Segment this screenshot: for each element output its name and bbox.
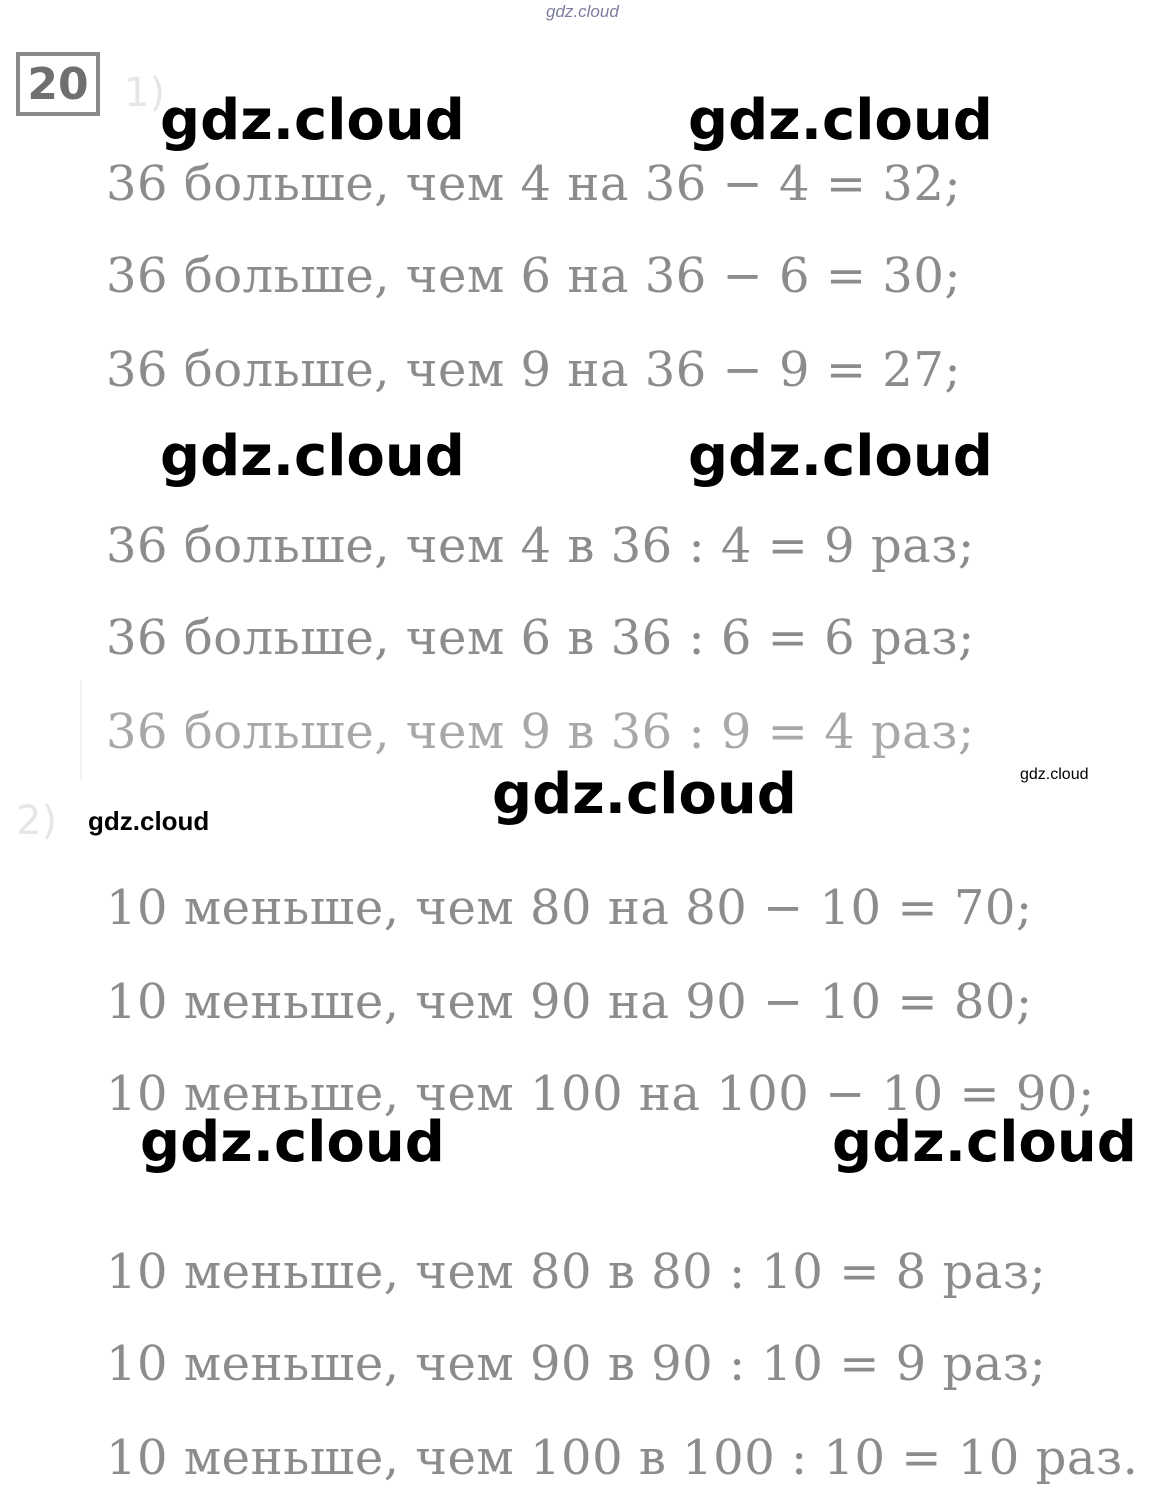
equation-line: 36 больше, чем 9 на 36 − 9 = 27; xyxy=(106,342,962,398)
equation-line: 10 меньше, чем 90 на 90 − 10 = 80; xyxy=(106,974,1033,1030)
watermark: gdz.cloud xyxy=(140,1110,445,1175)
equation-line: 36 больше, чем 6 на 36 − 6 = 30; xyxy=(106,248,962,304)
part-2-label: 2) xyxy=(16,798,58,844)
task-number-box xyxy=(16,52,100,116)
equation-line: 10 меньше, чем 100 на 100 − 10 = 90; xyxy=(106,1066,1095,1122)
equation-line: 36 больше, чем 6 в 36 : 6 = 6 раз; xyxy=(106,610,975,666)
equation-line: 10 меньше, чем 80 в 80 : 10 = 8 раз; xyxy=(106,1244,1047,1300)
watermark: gdz.cloud xyxy=(832,1110,1137,1175)
equation-line: 36 больше, чем 9 в 36 : 9 = 4 раз; xyxy=(106,704,975,760)
watermark: gdz.cloud xyxy=(88,806,210,836)
equation-line: 10 меньше, чем 100 в 100 : 10 = 10 раз. xyxy=(106,1430,1139,1486)
top-watermark: gdz.cloud xyxy=(546,2,619,21)
watermark: gdz.cloud xyxy=(688,88,993,153)
watermark: gdz.cloud xyxy=(688,424,993,489)
part-1-label: 1) xyxy=(124,70,166,116)
task-number: 20 xyxy=(27,58,89,110)
equation-line: 10 меньше, чем 80 на 80 − 10 = 70; xyxy=(106,880,1033,936)
watermark: gdz.cloud xyxy=(160,424,465,489)
watermark: gdz.cloud xyxy=(1020,766,1089,783)
equation-line: 10 меньше, чем 90 в 90 : 10 = 9 раз; xyxy=(106,1336,1047,1392)
equation-line: 36 больше, чем 4 в 36 : 4 = 9 раз; xyxy=(106,518,975,574)
watermark: gdz.cloud xyxy=(160,88,465,153)
watermark: gdz.cloud xyxy=(492,762,797,827)
equation-line: 36 больше, чем 4 на 36 − 4 = 32; xyxy=(106,156,962,212)
